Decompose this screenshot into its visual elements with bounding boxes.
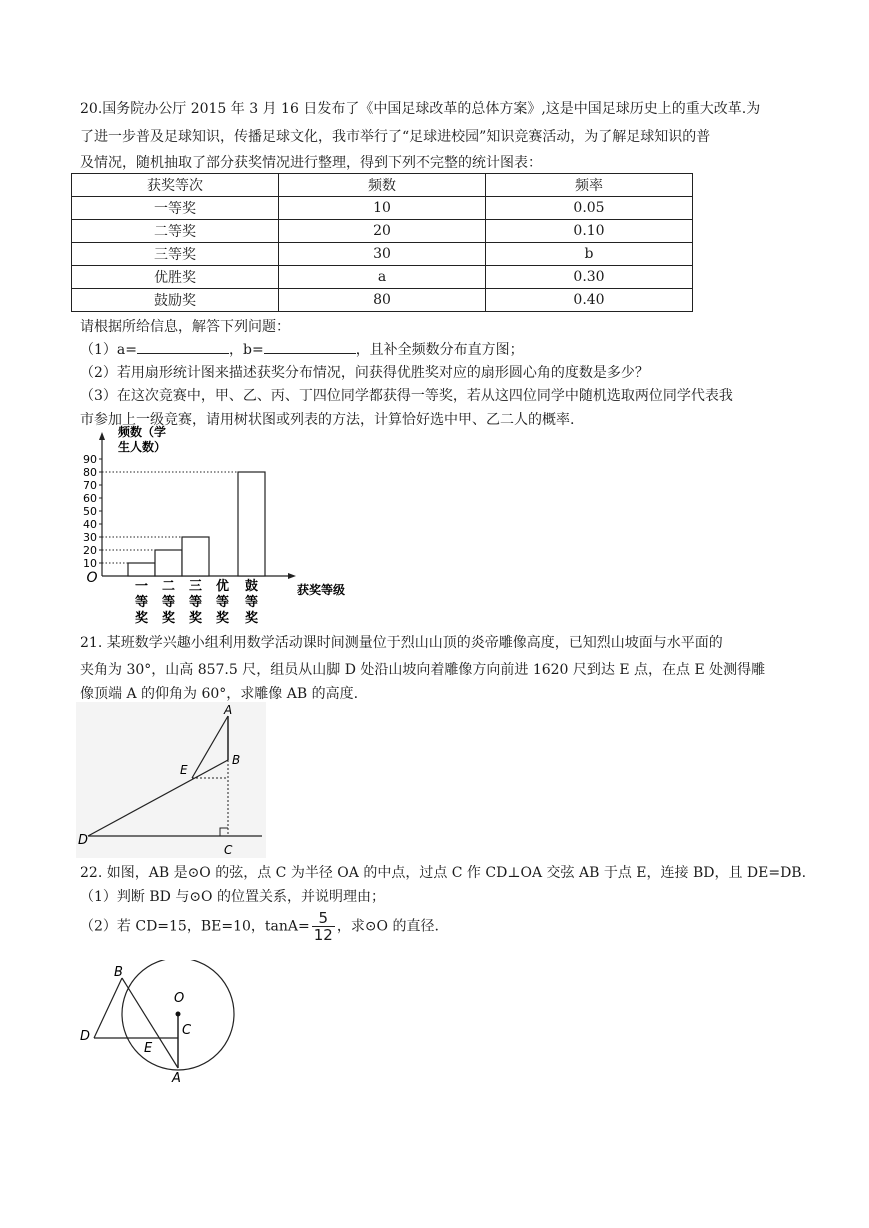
y-tick-label: 10 [83,557,97,570]
category-label-char: 等 [134,595,149,610]
cell-rate: 0.30 [486,266,693,289]
cell-award: 优胜奖 [72,266,279,289]
y-tick-label: 60 [83,492,97,505]
cell-award: 鼓励奖 [72,289,279,312]
header-frequency: 频数 [279,174,486,197]
q20-line-3: 及情况，随机抽取了部分获奖情况进行整理，得到下列不完整的统计图表： [80,155,542,171]
category-label-char: 奖 [244,611,259,626]
bar-2 [155,550,182,576]
q20-part-2: （2）若用扇形统计图来描述获奖分布情况，问获得优胜奖对应的扇形圆心角的度数是多少？ [80,365,649,381]
q20-line-2: 了进一步普及足球知识，传播足球文化，我市举行了“足球进校园”知识竞赛活动，为了解足球知识的普 [80,129,711,145]
y-tick-label: 20 [83,544,97,557]
point-label-D: D [78,833,89,848]
q22-line-2: （1）判断 BD 与⊙O 的位置关系，并说明理由； [80,889,385,905]
slope-statue-figure [76,702,266,858]
q22-line-1: 22. 如图，AB 是⊙O 的弦，点 C 为半径 OA 的中点，过点 C 作 CD⊥OA 交弦 AB 于点 E，连接 BD，且 DE=DB. [80,865,807,881]
cell-rate: 0.40 [486,289,693,312]
q21-line-1: 21. 某班数学兴趣小组利用数学活动课时间测量位于烈山山顶的炎帝雕像高度，已知烈山坡面与水平面的 [80,635,723,651]
q22-part2-suffix: ，求⊙O 的直径. [336,918,439,935]
cell-frequency: 20 [279,220,486,243]
header-award-level: 获奖等次 [72,174,279,197]
category-label-char: 等 [215,595,230,610]
category-label-char: 奖 [161,611,176,626]
q20-line-1: 20.国务院办公厅 2015 年 3 月 16 日发布了《中国足球改革的总体方案》,这是中国足球历史上的重大改革.为 [80,101,761,117]
table-row [72,266,693,289]
point-label-D: D [80,1029,91,1044]
point-label-O: O [174,991,185,1006]
fraction-numerator: 5 [312,910,335,927]
category-label-char: 二 [161,579,176,594]
point-label-B: B [114,965,123,980]
table-header-row [72,174,693,197]
q22-part2-prefix: （2）若 CD=15，BE=10，tanA= [80,918,310,935]
y-axis-arrow [99,432,105,440]
y-tick-label: 70 [83,479,97,492]
figure-background [76,702,266,858]
table-row [72,220,693,243]
table-row [72,243,693,266]
q22-line-3 [80,910,439,943]
cell-frequency: 10 [279,197,486,220]
cell-rate: 0.05 [486,197,693,220]
q20-part-1 [80,339,524,359]
category-label-char: 一 [134,579,149,594]
cell-frequency: 80 [279,289,486,312]
part1-a-label: （1）a= [80,342,137,358]
point-label-B: B [232,753,241,767]
q21-line-2: 夹角为 30°，山高 857.5 尺，组员从山脚 D 处沿山坡向着雕像方向前进 1620 尺到达 E 点，在点 E 处测得雕 [80,662,766,678]
category-label-char: 奖 [188,611,203,626]
answer-blank-a [137,339,229,354]
bar-3 [182,537,209,576]
point-label-A: A [224,703,233,717]
table-row [72,197,693,220]
cell-frequency: 30 [279,243,486,266]
cell-frequency: a [279,266,486,289]
category-label-char: 等 [188,595,203,610]
bar-5 [238,472,265,576]
award-statistics-table [71,173,693,312]
fraction-denominator: 12 [313,926,333,944]
cell-award: 三等奖 [72,243,279,266]
y-axis-label-line-2: 生人数） [118,440,167,454]
point-label-A: A [172,1071,181,1084]
category-label-char: 三 [188,579,203,594]
table-row [72,289,693,312]
x-axis-arrow [288,573,296,579]
bar-1 [128,563,155,576]
q20-part-3-line-1: （3）在这次竞赛中，甲、乙、丙、丁四位同学都获得一等奖，若从这四位同学中随机选取两位同学代表我 [80,388,733,404]
part1-b-label: ，b= [228,342,264,358]
cell-rate: b [486,243,693,266]
q20-prompt: 请根据所给信息，解答下列问题： [80,319,290,335]
part1-tail: ，且补全频数分布直方图； [355,342,524,358]
category-label-char: 鼓 [244,579,259,594]
category-label-char: 奖 [134,611,149,626]
y-axis-label-line-1: 频数（学 [118,425,167,439]
q21-line-3: 像顶端 A 的仰角为 60°，求雕像 AB 的高度. [80,686,359,702]
point-label-C: C [182,1023,192,1038]
category-label-char: 奖 [215,611,230,626]
category-label-char: 等 [244,595,259,610]
header-rate: 频率 [486,174,693,197]
point-label-C: C [224,843,233,857]
tan-a-fraction [312,910,335,943]
y-tick-label: 50 [83,505,97,518]
y-tick-label: 30 [83,531,97,544]
line-BD [94,978,122,1038]
y-tick-label: 40 [83,518,97,531]
point-label-E: E [144,1041,153,1056]
cell-award: 二等奖 [72,220,279,243]
circle-geometry-figure [76,960,246,1084]
x-axis-label: 获奖等级 [297,583,346,597]
point-label-E: E [180,763,188,777]
frequency-histogram [78,424,378,630]
category-label-char: 优 [215,579,230,594]
origin-label: O [86,570,98,586]
center-point-O [176,1012,181,1017]
y-tick-label: 90 [83,453,97,466]
cell-rate: 0.10 [486,220,693,243]
category-label-char: 等 [161,595,176,610]
q20-part-3-line-2: 市参加上一级竞赛，请用树状图或列表的方法，计算恰好选中甲、乙二人的概率. [80,412,575,428]
cell-award: 一等奖 [72,197,279,220]
answer-blank-b [264,339,356,354]
y-tick-label: 80 [83,466,97,479]
